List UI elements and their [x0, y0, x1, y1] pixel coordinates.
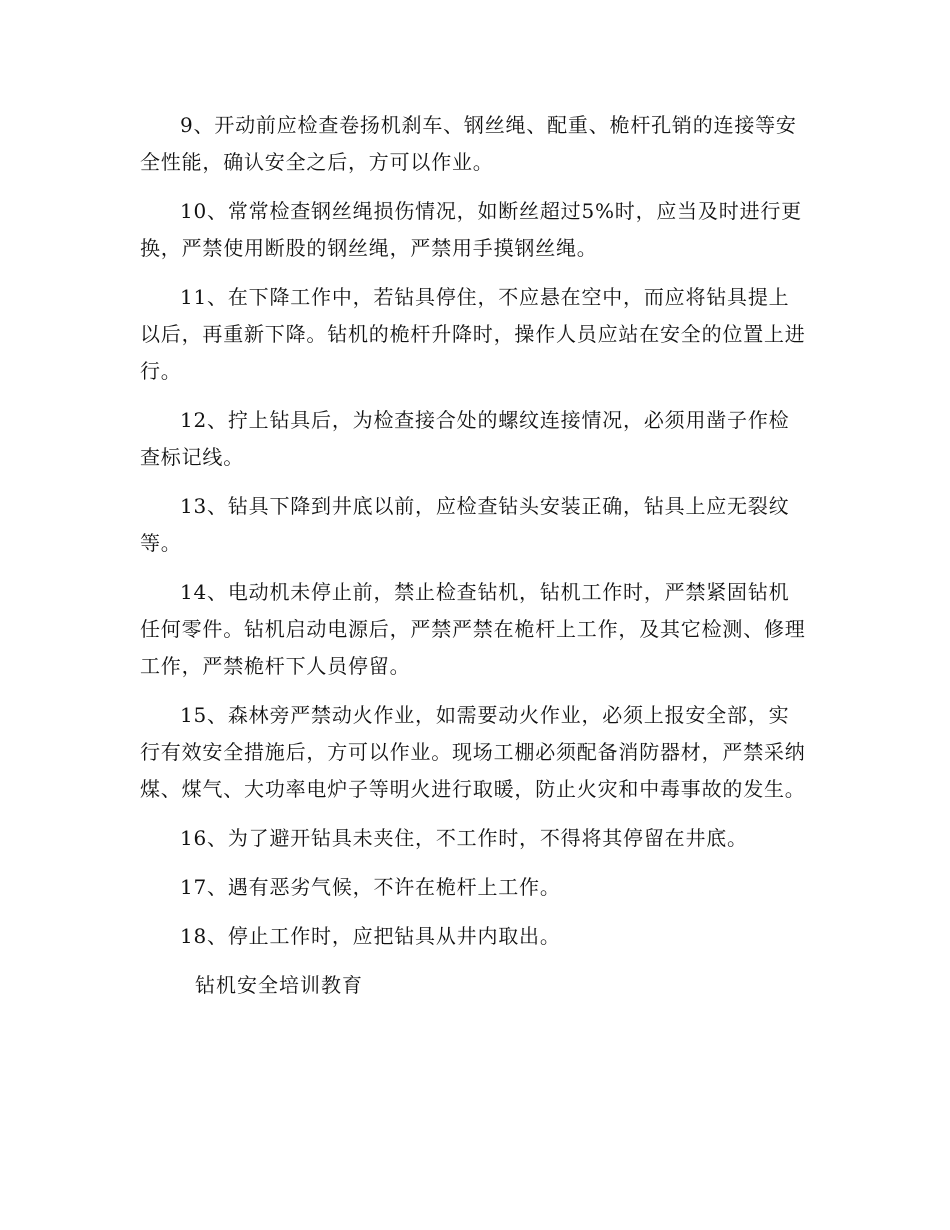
paragraph-item-14: 14、电动机未停止前，禁止检查钻机，钻机工作时，严禁紧固钻机任何零件。钻机启动电源后，严禁严禁在桅杆上工作，及其它检测、修理工作，严禁桅杆下人员停留。: [140, 580, 806, 678]
paragraph-item-11: 11、在下降工作中，若钻具停住，不应悬在空中，而应将钻具提上以后，再重新下降。钻机的桅杆升降时，操作人员应站在安全的位置上进行。: [140, 285, 806, 383]
paragraph-item-13: 13、钻具下降到井底以前，应检查钻头安装正确，钻具上应无裂纹等。: [140, 494, 790, 555]
paragraph-item-15: 15、森林旁严禁动火作业，如需要动火作业，必须上报安全部，实行有效安全措施后，方可以作业。现场工棚必须配备消防器材，严禁采纳煤、煤气、大功率电炉子等明火进行取暖，防止火灾和中毒事故的发生。: [140, 703, 806, 801]
document-page: [140, 107, 808, 1004]
paragraph-item-10: 10、常常检查钢丝绳损伤情况，如断丝超过5%时，应当及时进行更换，严禁使用断股的钢丝绳，严禁用手摸钢丝绳。: [140, 199, 802, 260]
paragraph-item-9: 9、开动前应检查卷扬机刹车、钢丝绳、配重、桅杆孔销的连接等安全性能，确认安全之后，方可以作业。: [140, 113, 797, 174]
paragraph-item-17: 17、遇有恶劣气候，不许在桅杆上工作。: [180, 875, 561, 899]
paragraph-item-16: 16、为了避开钻具未夹住，不工作时，不得将其停留在井底。: [180, 826, 748, 850]
section-title: 钻机安全培训教育: [195, 973, 363, 997]
paragraph-item-12: 12、拧上钻具后，为检查接合处的螺纹连接情况，必须用凿子作检查标记线。: [140, 408, 790, 469]
paragraph-item-18: 18、停止工作时，应把钻具从井内取出。: [180, 924, 561, 948]
